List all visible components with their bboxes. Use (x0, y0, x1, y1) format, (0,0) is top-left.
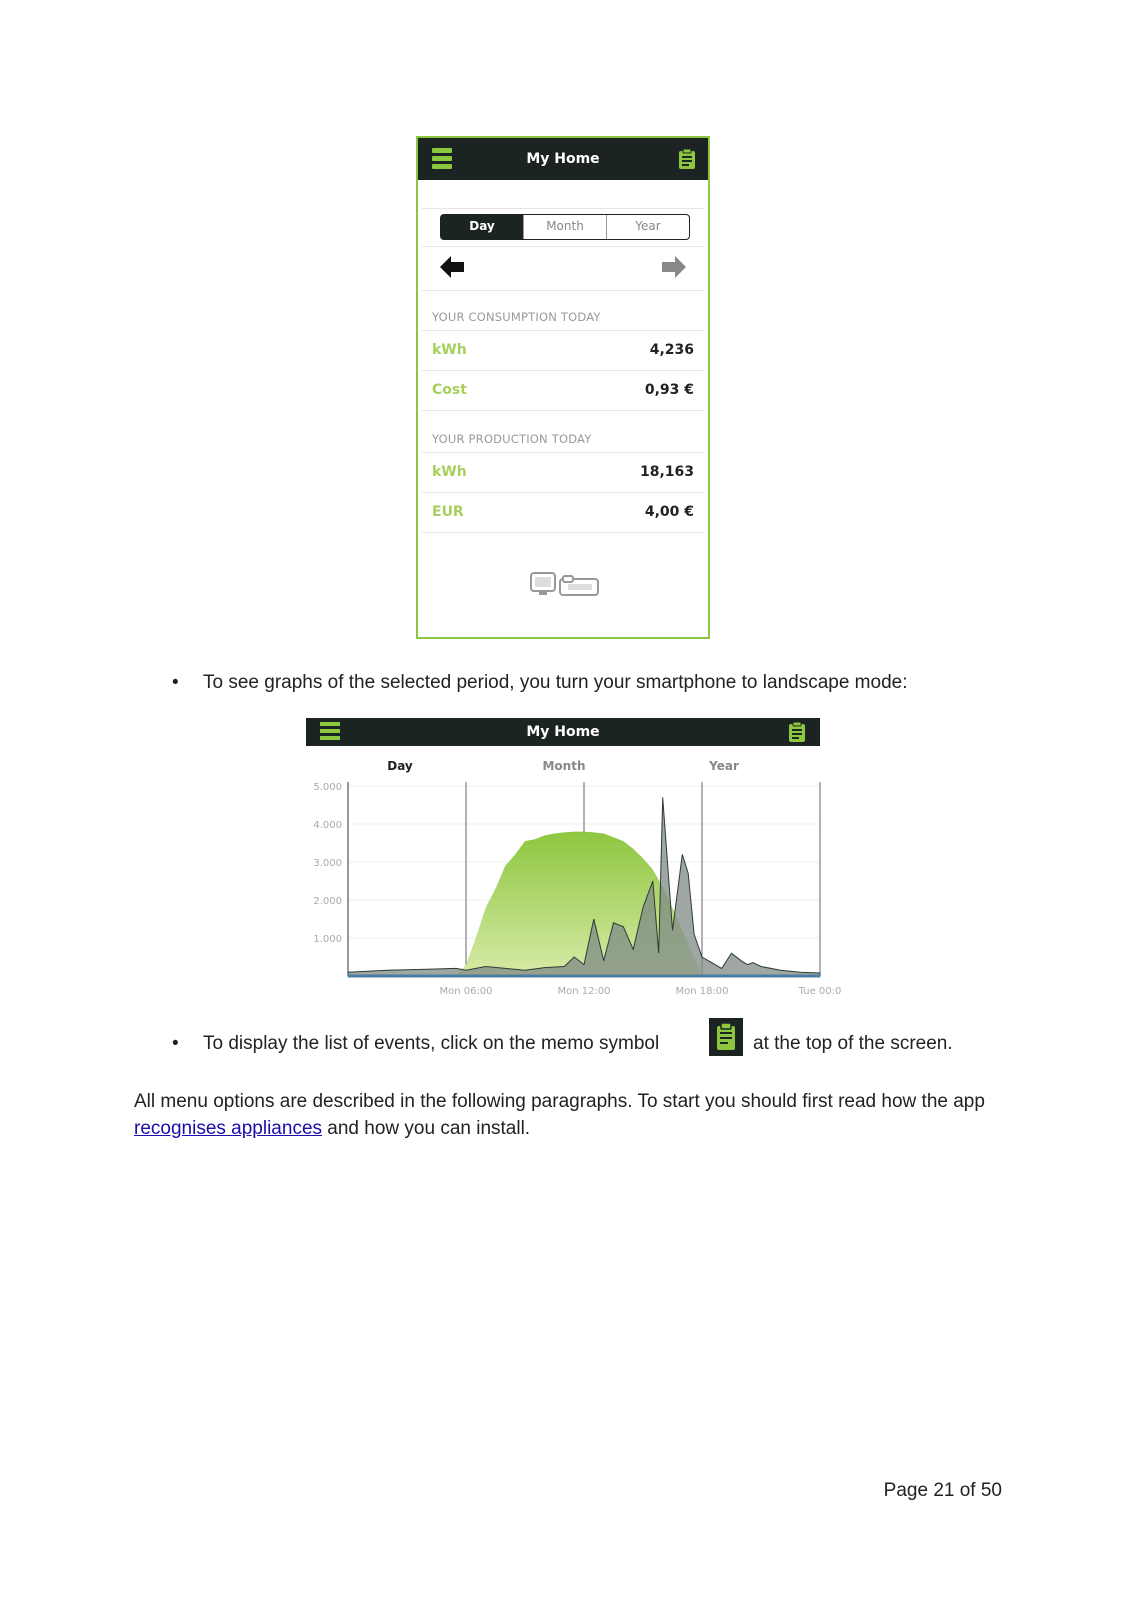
chart-tab-month[interactable]: Month (542, 759, 586, 773)
page-number: Page 21 of 50 (883, 1480, 1002, 1501)
tab-day[interactable]: Day (441, 215, 523, 239)
production-kwh-label: kWh (432, 464, 467, 480)
app-title: My Home (526, 151, 600, 167)
memo-icon[interactable] (788, 721, 806, 743)
device-icons[interactable] (530, 572, 600, 598)
chart-tab-day[interactable]: Day (387, 759, 413, 773)
phone-screenshot-portrait (416, 136, 710, 639)
consumption-kwh-label: kWh (432, 342, 467, 358)
landscape-header (306, 718, 820, 746)
y-tick-label: 3.000 (313, 858, 342, 869)
y-tick-label: 2.000 (313, 896, 342, 907)
production-section-label: YOUR PRODUCTION TODAY (432, 432, 592, 446)
meter-icon (560, 576, 598, 595)
consumption-cost-value: 0,93 € (644, 382, 694, 398)
arrow-left-icon[interactable] (440, 256, 464, 278)
arrow-right-icon[interactable] (662, 256, 686, 278)
paragraph-text-end: and how you can install. (322, 1118, 531, 1139)
bullet-dot: • (172, 1033, 179, 1054)
x-tick-label: Mon 06:00 (439, 986, 493, 997)
x-tick-label: Mon 12:00 (557, 986, 611, 997)
x-tick-label: Mon 18:00 (675, 986, 729, 997)
production-kwh-value: 18,163 (639, 464, 694, 480)
consumption-section-label: YOUR CONSUMPTION TODAY (432, 310, 601, 324)
memo-icon[interactable] (678, 148, 696, 170)
production-eur-label: EUR (432, 504, 464, 520)
bullet-memo-text-end: at the top of the screen. (753, 1033, 953, 1054)
y-tick-label: 4.000 (313, 820, 342, 831)
y-tick-label: 5.000 (313, 782, 342, 793)
tab-month[interactable]: Month (523, 215, 606, 239)
paragraph-text-start: All menu options are described in the following paragraphs. To start you should first read how the app (134, 1091, 985, 1112)
y-tick-label: 1.000 (313, 934, 342, 945)
period-tabs (440, 214, 690, 240)
x-tick-label: Tue 00:0 (798, 986, 842, 997)
tab-year[interactable]: Year (606, 215, 689, 239)
app-header (418, 138, 708, 180)
phone-screenshot-landscape (306, 718, 842, 997)
period-navigation (418, 250, 708, 286)
consumption-kwh-value: 4,236 (649, 342, 694, 358)
recognises-appliances-link[interactable]: recognises appliances (134, 1118, 323, 1139)
body-paragraph (134, 1088, 994, 1142)
consumption-cost-label: Cost (432, 382, 467, 398)
memo-symbol-icon (709, 1018, 743, 1056)
chart-tab-year[interactable]: Year (709, 759, 739, 773)
energy-chart (306, 746, 842, 997)
landscape-title: My Home (526, 724, 600, 740)
bullet-dot: • (172, 672, 179, 693)
tv-icon (531, 573, 555, 595)
production-eur-value: 4,00 € (644, 504, 694, 520)
bullet-landscape-text: To see graphs of the selected period, you turn your smartphone to landscape mode: (203, 672, 908, 693)
bullet-memo-text: To display the list of events, click on the memo symbol (203, 1033, 660, 1054)
